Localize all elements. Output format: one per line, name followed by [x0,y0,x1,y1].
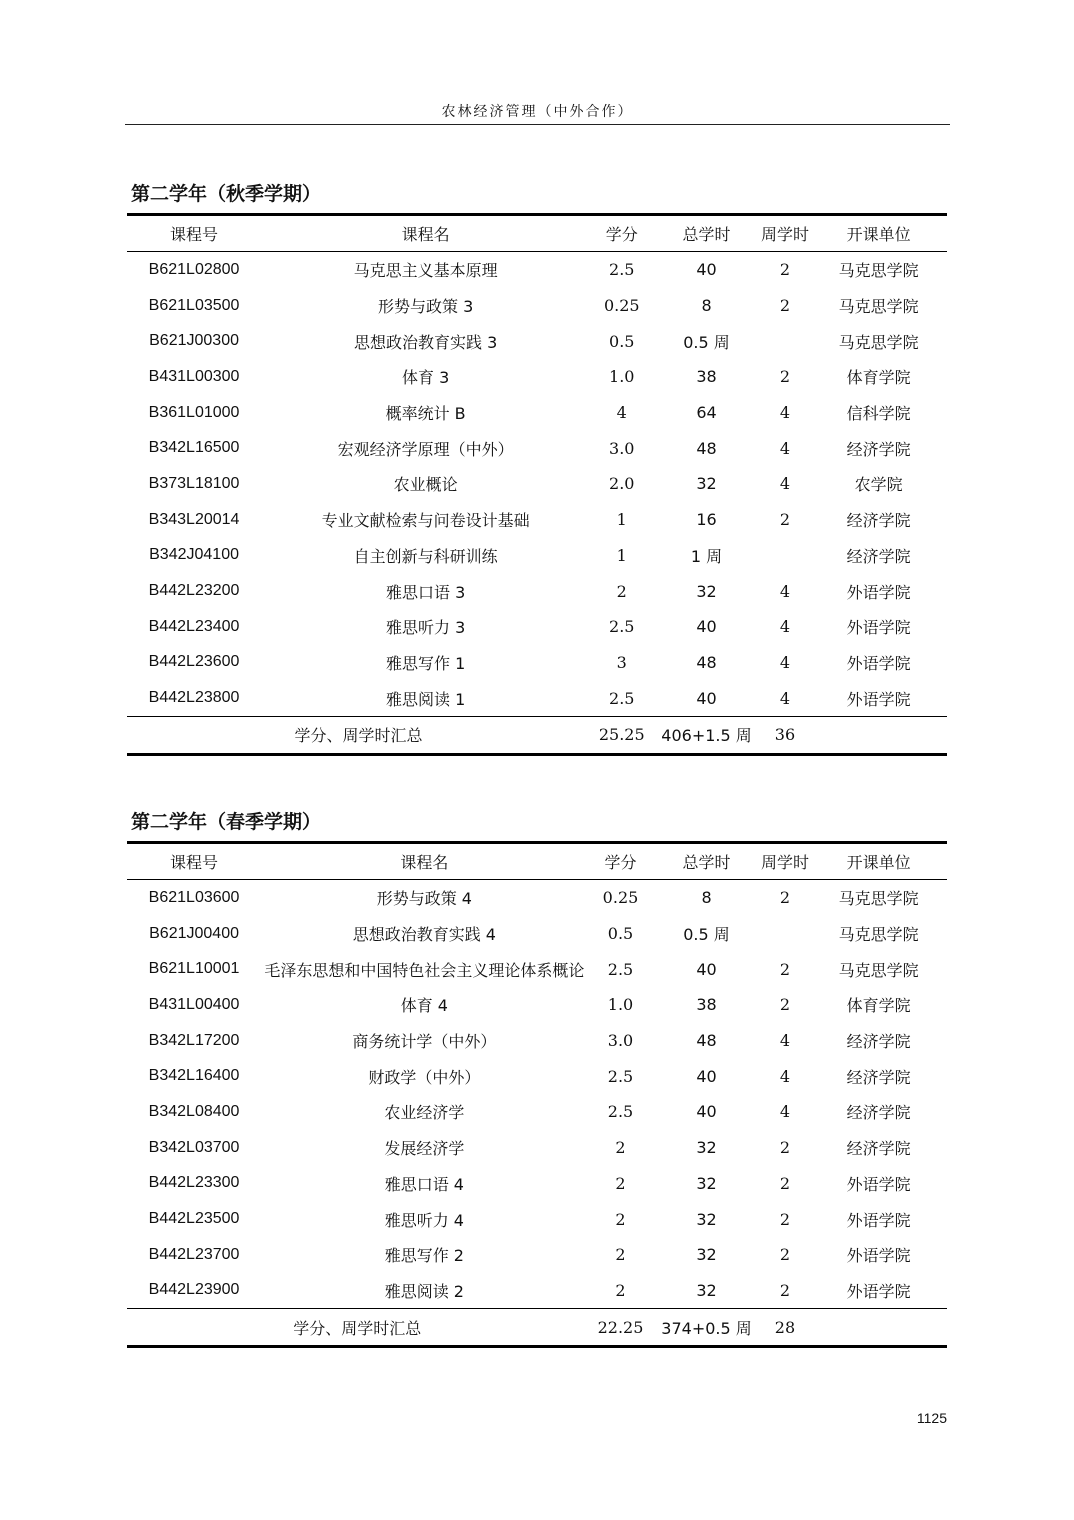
course-credit: 2.5 [607,1102,634,1122]
course-name: 雅思写作 2 [384,1246,464,1266]
course-code: B442L23500 [148,1210,240,1228]
course-code: B442L23400 [148,617,240,635]
course-credit: 2.5 [609,688,635,708]
course-name: 雅思阅读 2 [384,1281,464,1301]
course-name: 形势与政策 4 [376,889,472,909]
course-department: 马克思学院 [838,889,919,909]
course-total-hours: 40 [696,959,717,979]
course-credit: 3 [616,652,627,672]
course-name: 专业文献检索与问卷设计基础 [321,511,530,531]
table-row [127,323,947,359]
course-weekly-hours: 4 [779,688,791,708]
course-credit: 0.25 [602,888,639,908]
course-credit: 2.0 [609,474,635,494]
course-credit: 3.0 [609,438,635,458]
course-name: 概率统计 B [385,404,466,424]
table-row [127,1201,947,1237]
course-weekly-hours: 2 [779,1245,791,1265]
course-name: 雅思听力 3 [385,618,466,638]
column-header-code: 课程号 [127,215,261,252]
course-department: 经济学院 [846,1139,911,1159]
course-weekly-hours: 2 [779,888,791,908]
course-code: B431L00400 [148,995,240,1013]
column-header-weekly-hours: 周学时 [760,843,811,880]
course-credit: 0.5 [609,331,635,351]
column-header-name: 课程名 [261,215,590,252]
course-weekly-hours: 4 [779,581,791,601]
section-title-autumn: 第二学年（秋季学期） [131,183,322,205]
table-row [127,573,947,609]
course-weekly-hours [760,538,811,574]
total-credit: 22.25 [588,1309,654,1347]
table-row [127,880,947,916]
course-weekly-hours: 4 [779,652,791,672]
course-weekly-hours: 4 [779,1102,791,1122]
table-row [127,1166,947,1202]
course-total-hours: 32 [696,1245,717,1265]
course-credit: 1 [616,510,627,530]
course-credit: 3.0 [607,1031,634,1051]
table-row [127,680,947,716]
total-row [127,1309,947,1347]
table-row [127,502,947,538]
course-code: B621L03500 [148,296,240,314]
course-department: 马克思学院 [838,960,919,980]
course-department: 外语学院 [846,1281,911,1301]
course-department: 体育学院 [846,996,911,1016]
course-code: B342L16500 [148,439,240,457]
course-name: 宏观经济学原理（中外） [337,439,514,459]
course-code: B442L23300 [148,1174,240,1192]
course-code: B621J00400 [149,924,239,942]
course-total-hours: 32 [696,1209,717,1229]
table-row [127,430,947,466]
course-name: 雅思阅读 1 [385,689,466,709]
course-code: B442L23900 [148,1281,240,1299]
course-code: B621L03600 [148,888,240,906]
course-credit: 2 [615,1138,626,1158]
course-weekly-hours: 2 [779,995,791,1015]
course-department: 经济学院 [846,511,911,531]
course-code: B342L08400 [148,1102,240,1120]
course-name: 马克思主义基本原理 [353,261,498,281]
course-total-hours: 48 [696,652,717,672]
course-code: B342L17200 [148,1031,240,1049]
course-code: B343L20014 [148,510,240,528]
course-credit: 2.5 [607,1066,634,1086]
course-name: 农业概论 [393,475,458,495]
course-credit: 2 [616,581,627,601]
course-department: 外语学院 [846,689,911,709]
course-credit: 0.25 [603,296,640,316]
course-weekly-hours: 2 [779,1138,791,1158]
course-department: 马克思学院 [838,925,919,945]
course-weekly-hours: 2 [779,1173,791,1193]
course-department: 外语学院 [846,618,911,638]
course-name: 雅思听力 4 [384,1210,464,1230]
course-name: 雅思口语 4 [384,1174,464,1194]
course-code: B442L23800 [148,689,240,707]
total-label: 学分、周学时汇总 [127,1309,588,1347]
course-department: 外语学院 [846,582,911,602]
course-name: 商务统计学（中外） [352,1032,497,1052]
course-credit: 2 [615,1280,626,1300]
total-weekly: 28 [760,1309,811,1347]
total-row [127,716,947,754]
total-credit: 25.25 [590,716,653,754]
course-code: B621L10001 [148,960,240,978]
table-header-row [127,215,947,252]
course-code: B373L18100 [148,474,240,492]
course-table-spring [127,841,947,1348]
course-weekly-hours: 4 [779,1066,791,1086]
course-code: B342L16400 [148,1067,240,1085]
course-credit: 0.5 [607,924,634,944]
course-credit: 1.0 [609,367,635,387]
table-row [127,609,947,645]
total-label: 学分、周学时汇总 [127,716,590,754]
course-code: B361L01000 [148,403,240,421]
course-total-hours: 40 [696,1102,717,1122]
course-name: 形势与政策 3 [377,297,474,317]
course-total-hours: 48 [696,1031,717,1051]
course-name: 毛泽东思想和中国特色社会主义理论体系概论 [264,960,585,980]
course-total-hours: 0.5 周 [683,925,730,945]
course-weekly-hours: 4 [779,403,791,423]
course-name: 体育 4 [400,996,448,1016]
course-total-hours: 32 [696,581,717,601]
course-weekly-hours: 2 [779,296,791,316]
course-code: B431L00300 [148,367,240,385]
course-total-hours: 0.5 周 [683,332,730,352]
course-total-hours: 40 [696,688,717,708]
course-credit: 1.0 [607,995,634,1015]
course-code: B442L23200 [148,582,240,600]
course-department: 经济学院 [846,1067,911,1087]
course-department: 信科学院 [846,404,911,424]
course-department: 农学院 [854,475,903,495]
course-department: 马克思学院 [838,297,919,317]
course-weekly-hours: 4 [779,474,791,494]
table-row [127,1094,947,1130]
course-name: 雅思写作 1 [385,653,466,673]
course-credit: 2.5 [609,260,635,280]
total-department [810,716,947,754]
course-total-hours: 32 [696,1173,717,1193]
course-department: 外语学院 [846,653,911,673]
course-weekly-hours: 2 [779,510,791,530]
course-code: B621J00300 [149,332,239,350]
course-table-autumn [127,213,947,756]
table-row [127,916,947,952]
course-name: 思想政治教育实践 4 [352,925,496,945]
course-credit: 2 [615,1173,626,1193]
course-weekly-hours: 2 [779,1280,791,1300]
table-row [127,252,947,288]
course-total-hours: 8 [701,296,712,316]
course-department: 经济学院 [846,439,911,459]
course-credit: 2.5 [609,617,635,637]
course-code: B342L03700 [148,1138,240,1156]
course-department: 经济学院 [846,546,911,566]
course-total-hours: 38 [696,995,717,1015]
table-row [127,987,947,1023]
table-row [127,395,947,431]
course-total-hours: 38 [696,367,717,387]
table-row [127,1130,947,1166]
table-row [127,1023,947,1059]
total-hours: 374+0.5 周 [653,1309,759,1347]
course-credit: 2 [615,1245,626,1265]
section-title-spring: 第二学年（春季学期） [131,811,322,833]
course-total-hours: 32 [696,1138,717,1158]
course-credit: 1 [616,545,627,565]
page-number: 1125 [916,1410,947,1426]
course-name: 农业经济学 [384,1103,465,1123]
total-weekly: 36 [760,716,811,754]
course-code: B621L02800 [148,260,240,278]
course-weekly-hours: 2 [779,260,791,280]
course-name: 发展经济学 [384,1139,465,1159]
course-department: 经济学院 [846,1032,911,1052]
course-weekly-hours: 4 [779,617,791,637]
course-credit: 4 [616,403,627,423]
course-department: 体育学院 [846,368,911,388]
table-row [127,1237,947,1273]
course-department: 马克思学院 [838,332,919,352]
course-code: B442L23600 [148,653,240,671]
column-header-total-hours: 总学时 [653,843,759,880]
course-weekly-hours [760,323,811,359]
course-total-hours: 8 [701,888,712,908]
course-weekly-hours: 2 [779,1209,791,1229]
column-header-department: 开课单位 [810,843,947,880]
table-row [127,1058,947,1094]
course-total-hours: 48 [696,438,717,458]
course-total-hours: 40 [696,1066,717,1086]
column-header-name: 课程名 [261,843,587,880]
table-row [127,466,947,502]
course-department: 外语学院 [846,1246,911,1266]
course-total-hours: 32 [696,474,717,494]
table-row [127,359,947,395]
course-name: 思想政治教育实践 3 [353,332,498,352]
course-code: B342J04100 [149,546,239,564]
course-name: 雅思口语 3 [385,582,466,602]
course-total-hours: 32 [696,1280,717,1300]
course-total-hours: 40 [696,260,717,280]
course-name: 自主创新与科研训练 [353,546,498,566]
course-department: 外语学院 [846,1174,911,1194]
course-code: B442L23700 [148,1245,240,1263]
course-weekly-hours: 2 [779,959,791,979]
total-department [810,1309,947,1347]
course-name: 财政学（中外） [368,1067,481,1087]
column-header-credit: 学分 [590,215,653,252]
course-weekly-hours: 4 [779,1031,791,1051]
running-header: 农林经济管理（中外合作） [125,100,950,125]
course-total-hours: 40 [696,617,717,637]
column-header-total-hours: 总学时 [653,215,759,252]
column-header-department: 开课单位 [810,215,947,252]
course-department: 马克思学院 [838,261,919,281]
table-row [127,645,947,681]
course-department: 经济学院 [846,1103,911,1123]
course-weekly-hours [760,916,811,952]
course-weekly-hours: 4 [779,438,791,458]
course-name: 体育 3 [401,368,450,388]
course-weekly-hours: 2 [779,367,791,387]
total-hours: 406+1.5 周 [653,716,759,754]
table-row [127,951,947,987]
table-row [127,538,947,574]
column-header-credit: 学分 [588,843,654,880]
course-department: 外语学院 [846,1210,911,1230]
table-row [127,1273,947,1309]
course-total-hours: 16 [696,510,717,530]
table-header-row [127,843,947,880]
course-total-hours: 64 [696,403,717,423]
table-row [127,288,947,324]
course-credit: 2.5 [607,959,634,979]
course-total-hours: 1 周 [690,546,723,566]
course-credit: 2 [615,1209,626,1229]
column-header-weekly-hours: 周学时 [760,215,811,252]
column-header-code: 课程号 [127,843,261,880]
